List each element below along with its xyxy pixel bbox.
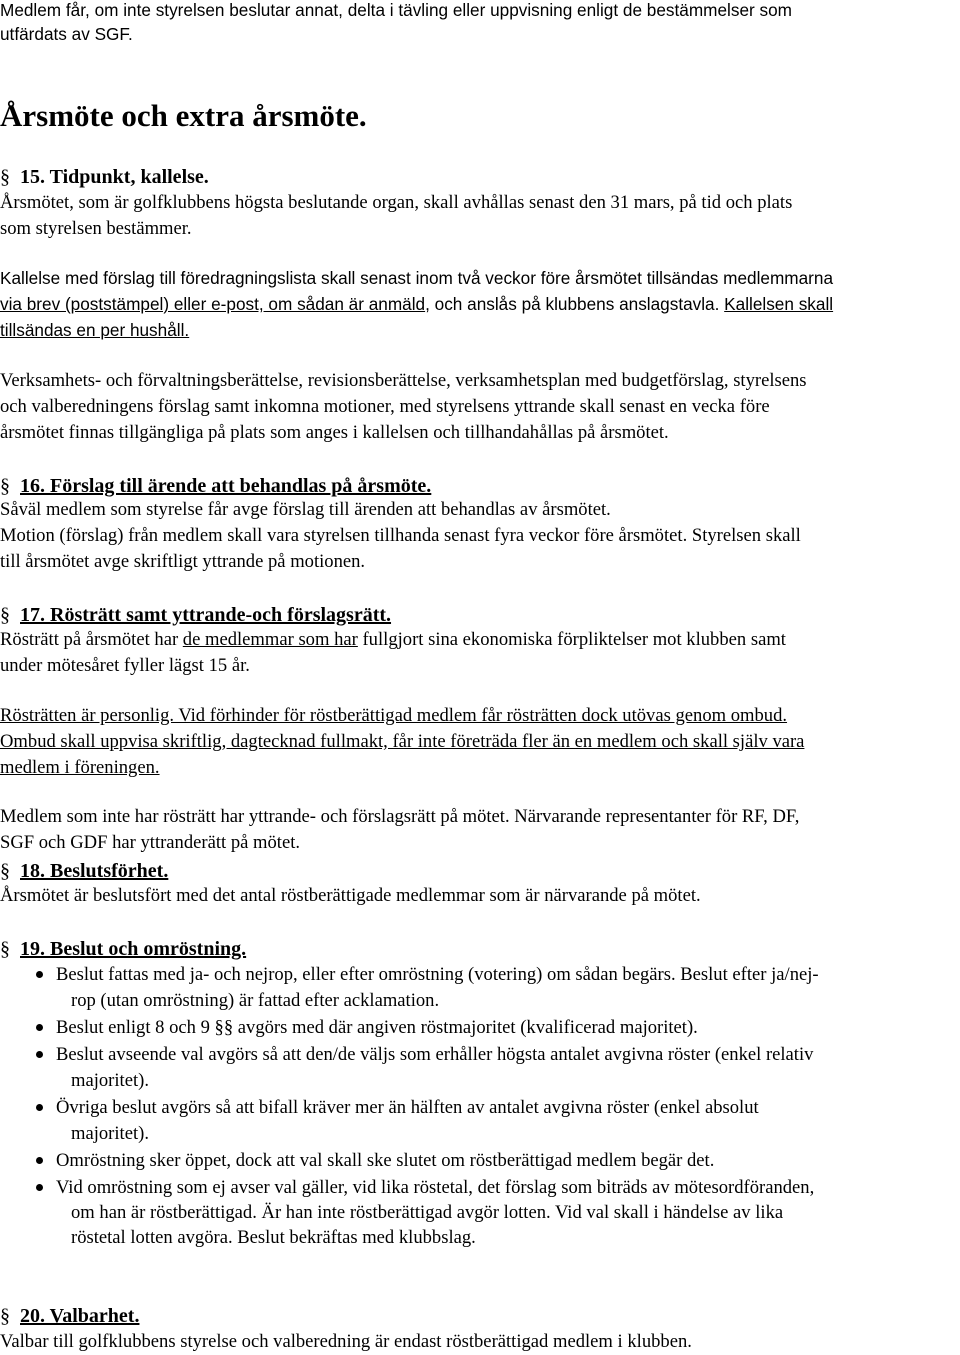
list-item: Övriga beslut avgörs så att bifall kräver mer än hälften av antalet avgivna röster (enkel absolut [56,1097,759,1118]
section-symbol: § [0,166,10,188]
list-item: Beslut avseende val avgörs så att den/de väljs som erhåller högsta antalet avgivna röster (enkel relativ [56,1044,814,1065]
section-symbol: § [0,1305,10,1327]
list-item: Omröstning sker öppet, dock att val skall ske slutet om röstberättigad medlem begär det. [56,1150,715,1171]
underlined-text: Kallelsen skall [724,294,834,314]
underlined-text: de medlemmar som har [182,629,358,650]
bullet-icon [36,1024,43,1031]
page-title: Årsmöte och extra årsmöte. [0,98,367,133]
paragraph-line: tillsändas en per hushåll. [0,320,190,340]
paragraph-line: medlem i föreningen. [0,757,160,778]
bullet-icon [36,1157,43,1164]
paragraph-line: och valberedningens förslag samt inkomna motioner, med styrelsens yttrande skall senast en vecka före [0,396,770,417]
section-symbol: § [0,860,10,882]
list-item: Beslut fattas med ja- och nejrop, eller efter omröstning (votering) om sådan begärs. Beslut efter ja/nej- [56,964,819,985]
bullet-icon [36,1051,43,1058]
paragraph-line: årsmötet finnas tillgängliga på plats som anges i kallelsen och tillhandahållas på årsmötet. [0,422,669,443]
bullet-icon [36,1184,43,1191]
section-heading-19: § 19. Beslut och omröstning. [0,938,247,960]
paragraph-line: Medlem som inte har rösträtt har yttrande- och förslagsrätt på mötet. Närvarande representanter för RF, DF, [0,806,800,827]
list-item: Beslut enligt 8 och 9 §§ avgörs med där angiven röstmajoritet (kvalificerad majoritet). [56,1017,698,1038]
bullet-icon [36,1104,43,1111]
list-item-continuation: majoritet). [71,1070,149,1091]
intro-line: utfärdats av SGF. [0,24,133,44]
paragraph-line: SGF och GDF har yttranderätt på mötet. [0,832,301,853]
list-item-continuation: röstetal lotten avgöra. Beslut bekräftas med klubbslag. [71,1227,476,1248]
section-heading-15: § 15. Tidpunkt, kallelse. [0,166,209,188]
section-heading-16: § 16. Förslag till ärende att behandlas på årsmöte. [0,475,432,497]
list-item: Vid omröstning som ej avser val gäller, vid lika röstetal, det förslag som biträds av mötesordföranden, [56,1177,815,1198]
list-item-continuation: om han är röstberättigad. Är han inte röstberättigad avgör lotten. Vid val skall i händelse av lika [71,1202,784,1223]
paragraph-line: till årsmötet avge skriftligt yttrande på motionen. [0,551,366,572]
paragraph-line: Ombud skall uppvisa skriftlig, dagtecknad fullmakt, får inte företräda fler än en medlem och skall själv vara [0,731,805,752]
paragraph-line: Rösträtten är personlig. Vid förhinder för röstberättigad medlem får rösträtten dock utövas genom ombud. [0,705,788,726]
section-symbol: § [0,475,10,497]
underlined-text: via brev (poststämpel) eller e-post, om sådan är anmäld [0,294,426,314]
paragraph-line: Verksamhets- och förvaltningsberättelse, revisionsberättelse, verksamhetsplan med budgetförslag, styrelsens [0,370,807,391]
paragraph-line: Rösträtt på årsmötet har de medlemmar som har fullgjort sina ekonomiska förpliktelser mot klubben samt [0,629,786,650]
paragraph-line: Såväl medlem som styrelse får avge förslag till ärenden att behandlas av årsmötet. [0,499,611,520]
paragraph-line: Årsmötet är beslutsfört med det antal röstberättigade medlemmar som är närvarande på mötet. [0,885,701,906]
paragraph-line: Årsmötet, som är golfklubbens högsta beslutande organ, skall avhållas senast den 31 mars, på tid och plats [0,192,793,213]
bullet-icon [36,971,43,978]
section-symbol: § [0,938,10,960]
list-item-continuation: rop (utan omröstning) är fattad efter acklamation. [71,990,440,1011]
paragraph-line: via brev (poststämpel) eller e-post, om sådan är anmäld, och anslås på klubbens anslagstavla. Kallelsen skall [0,294,834,314]
paragraph-line: Motion (förslag) från medlem skall vara styrelsen tillhanda senast fyra veckor före årsmötet. Styrelsen skall [0,525,801,546]
paragraph-line: Valbar till golfklubbens styrelse och valberedning är endast röstberättigad medlem i klubben. [0,1331,692,1352]
section-symbol: § [0,604,10,626]
paragraph-line: som styrelsen bestämmer. [0,218,192,239]
paragraph-line: Kallelse med förslag till föredragningslista skall senast inom två veckor före årsmötet tillsändas medlemmarna [0,268,833,288]
list-item-continuation: majoritet). [71,1123,149,1144]
paragraph-line: under mötesåret fyller lägst 15 år. [0,655,250,676]
intro-line: Medlem får, om inte styrelsen beslutar annat, delta i tävling eller uppvisning enligt de bestämmelser som [0,0,792,20]
section-heading-18: § 18. Beslutsförhet. [0,860,169,882]
section-heading-17: § 17. Rösträtt samt yttrande-och förslagsrätt. [0,604,392,626]
section-heading-20: § 20. Valbarhet. [0,1305,140,1327]
